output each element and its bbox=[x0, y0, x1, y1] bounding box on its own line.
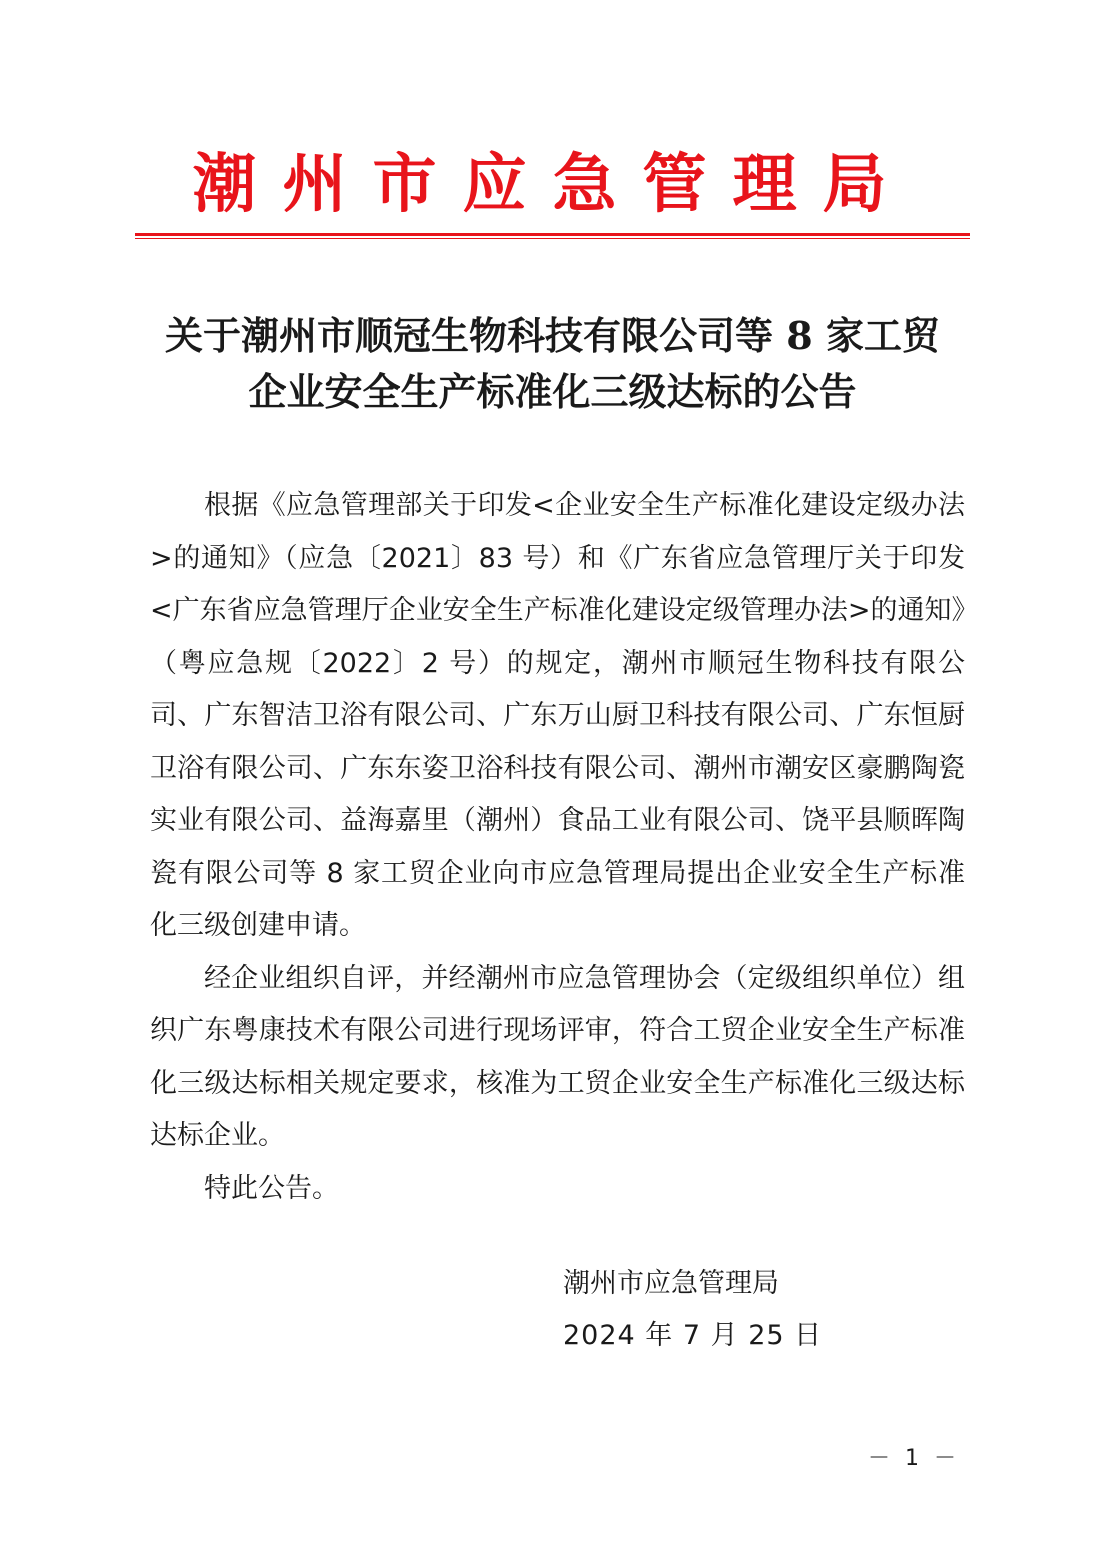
agency-masthead: 潮州市应急管理局 bbox=[192, 148, 913, 222]
document-title bbox=[120, 308, 985, 420]
signature-block bbox=[563, 1258, 822, 1362]
page-number: － 1 － bbox=[868, 1446, 960, 1471]
signature-issuer: 潮州市应急管理局 bbox=[563, 1268, 779, 1299]
masthead-rule-thin bbox=[135, 238, 970, 239]
signature-date: 2024 年 7 月 25 日 bbox=[563, 1320, 823, 1351]
masthead-rule-thick bbox=[135, 233, 970, 236]
body-paragraph-3: 特此公告。 bbox=[204, 1172, 339, 1204]
document-title-line-2: 企业安全生产标准化三级达标的公告 bbox=[248, 369, 857, 414]
body-paragraph-1: 根据《应急管理部关于印发<企业安全生产标准化建设定级办法>的通知》（应急〔2021〕83 号）和《广东省应急管理厅关于印发<广东省应急管理厅企业安全生产标准化建设定级管理办法>的通知》（粤应急规〔2022〕2 号）的规定，潮州市顺冠生物科技有限公司、广东智洁卫浴有限公司、广东万山厨卫科技有限公司、广东恒厨卫浴有限公司、广东东姿卫浴科技有限公司、潮州市潮安区豪鹏陶瓷实业有限公司、益海嘉里（潮州）食品工业有限公司、饶平县顺晖陶瓷有限公司等 8 家工贸企业向市应急管理局提出企业安全生产标准化三级创建申请。 bbox=[150, 490, 965, 941]
document-title-line-1: 关于潮州市顺冠生物科技有限公司等 8 家工贸 bbox=[165, 313, 940, 358]
body-paragraph-2: 经企业组织自评，并经潮州市应急管理协会（定级组织单位）组织广东粤康技术有限公司进行现场评审，符合工贸企业安全生产标准化三级达标相关规定要求，核准为工贸企业安全生产标准化三级达标达标企业。 bbox=[150, 962, 965, 1151]
document-body bbox=[150, 480, 965, 1215]
